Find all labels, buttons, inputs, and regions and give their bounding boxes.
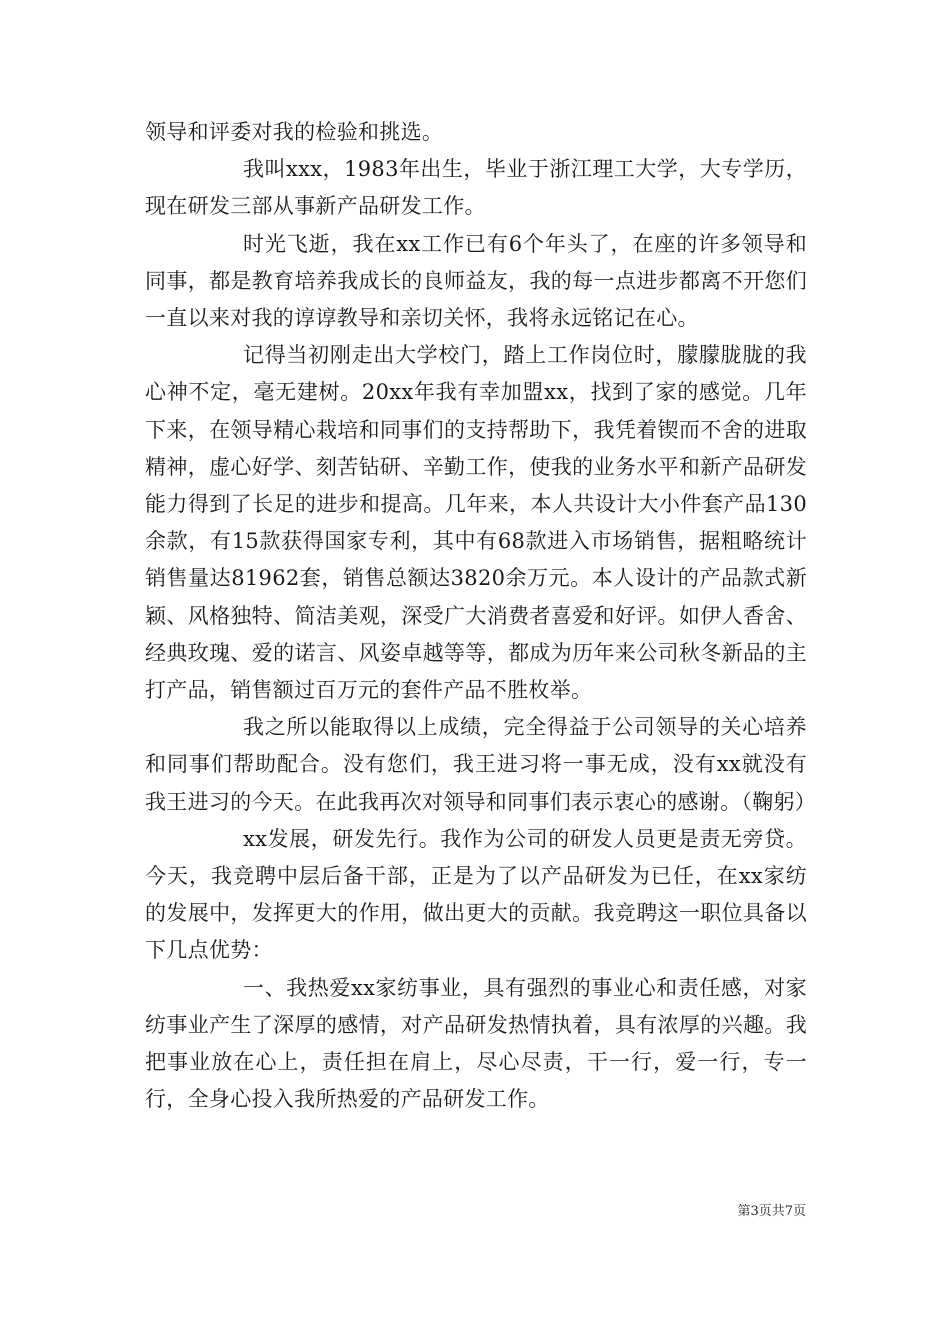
paragraph-4: 记得当初刚走出大学校门，踏上工作岗位时，朦朦胧胧的我心神不定，毫无建树。20xx年我有幸加盟xx，找到了家的感觉。几年下来，在领导精心栽培和同事们的支持帮助下，我凭着锲而不舍的进取精神，虚心好学、刻苦钻研、辛勤工作，使我的业务水平和新产品研发能力得到了长足的进步和提高。几年来，本人共设计大小件套产品130余款，有15款获得国家专利，其中有68款进入市场销售，据粗略统计销售量达81962套，销售总额达3820余万元。本人设计的产品款式新颖、风格独特、简洁美观，深受广大消费者喜爱和好评。如伊人香舍、经典玫瑰、爱的诺言、风姿卓越等等，都成为历年来公司秋冬新品的主打产品，销售额过百万元的套件产品不胜枚举。 [145,343,807,703]
paragraph-3: 时光飞逝，我在xx工作已有6个年头了，在座的许多领导和同事，都是教育培养我成长的良师益友，我的每一点进步都离不开您们一直以来对我的谆谆教导和亲切关怀，我将永远铭记在心。 [145,231,807,331]
document-body [145,114,817,1118]
paragraph-6: xx发展，研发先行。我作为公司的研发人员更是责无旁贷。今天，我竞聘中层后备干部，正是为了以产品研发为已任，在xx家纺的发展中，发挥更大的作用，做出更大的贡献。我竞聘这一职位具备以下几点优势： [145,826,807,963]
paragraph-7: 一、我热爱xx家纺事业，具有强烈的事业心和责任感，对家纺事业产生了深厚的感情，对产品研发热情执着，具有浓厚的兴趣。我把事业放在心上，责任担在肩上，尽心尽责，干一行，爱一行，专一行，全身心投入我所热爱的产品研发工作。 [145,975,807,1112]
page-number-footer: 第3页共7页 [737,1204,806,1219]
paragraph-2: 我叫xxx，1983年出生，毕业于浙江理工大学，大专学历，现在研发三部从事新产品研发工作。 [145,157,807,219]
paragraph-1: 领导和评委对我的检验和挑选。 [145,120,444,144]
paragraph-5: 我之所以能取得以上成绩，完全得益于公司领导的关心培养和同事们帮助配合。没有您们，我王进习将一事无成，没有xx就没有我王进习的今天。在此我再次对领导和同事们表示衷心的感谢。（鞠躬） [145,715,817,814]
